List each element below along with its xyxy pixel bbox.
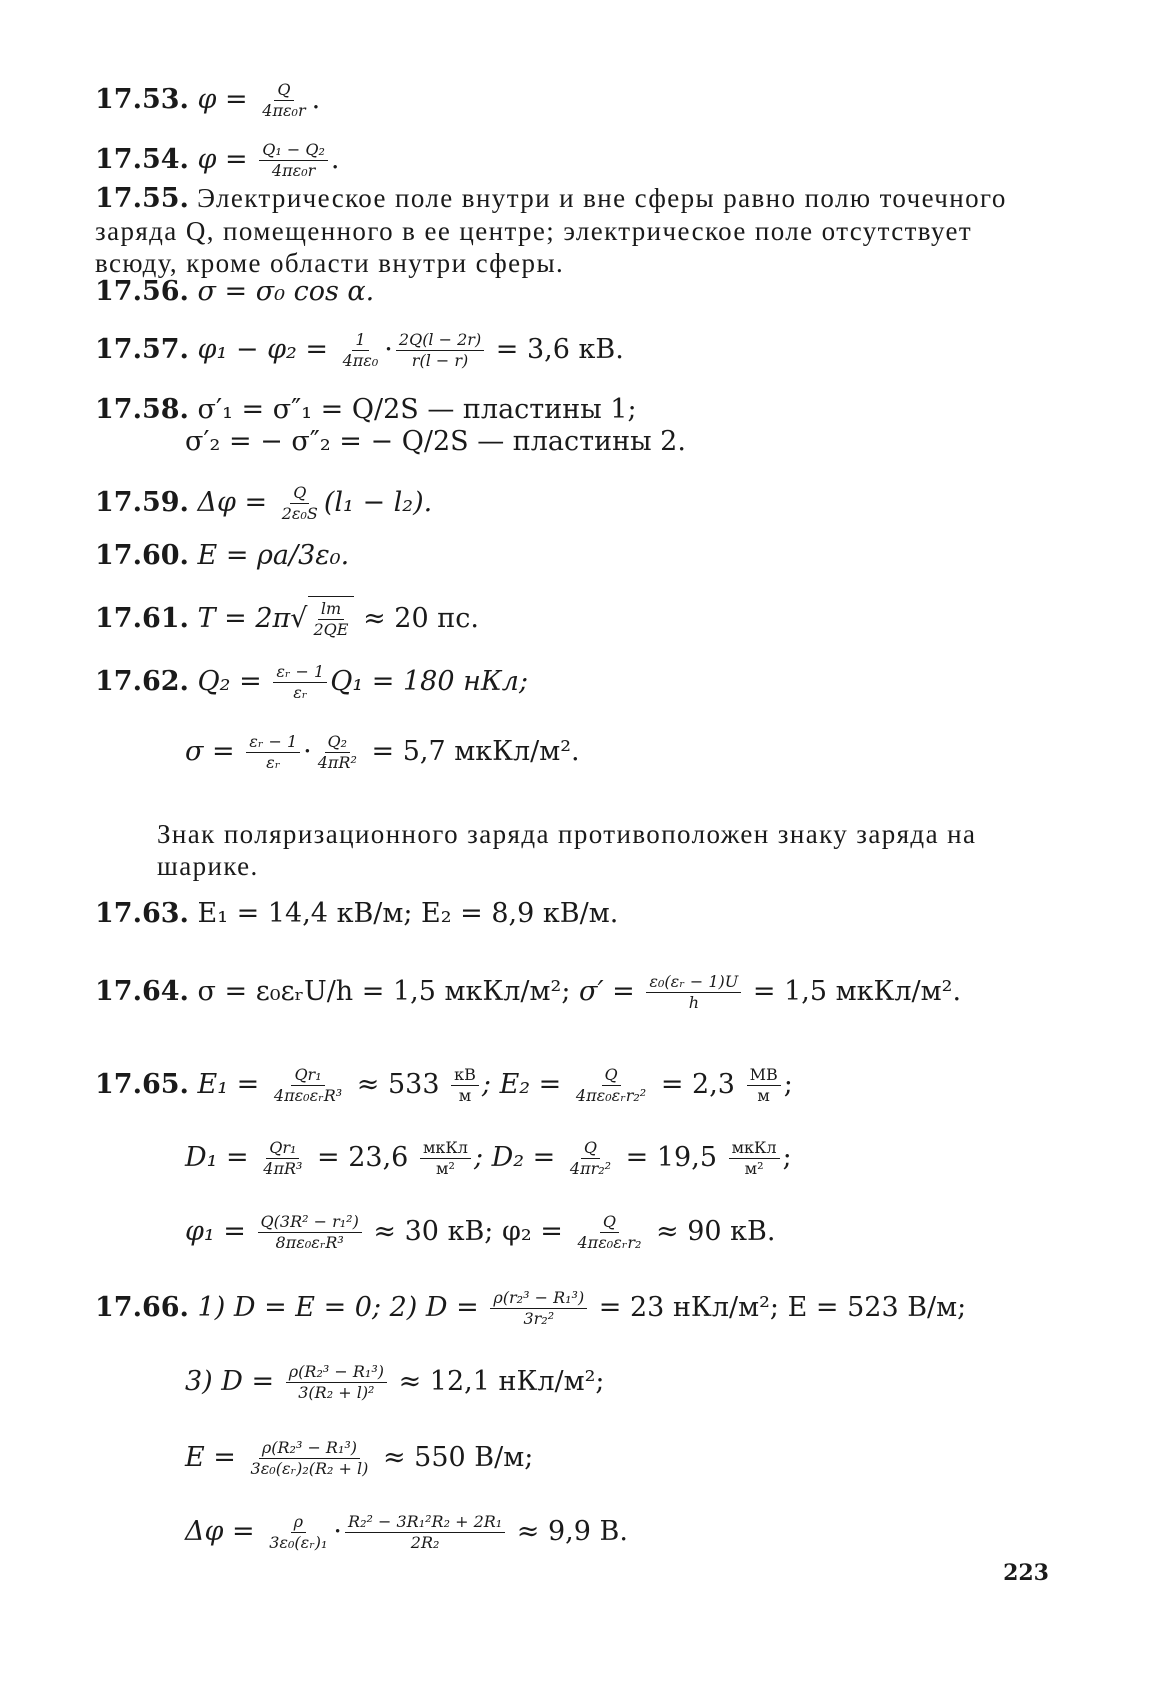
value: ≈ 30 кВ; φ₂ =: [373, 1216, 563, 1247]
answer-17-63: [95, 898, 618, 930]
value: ≈ 533: [356, 1069, 440, 1100]
formula-tail: = 3,6 кВ.: [495, 334, 624, 365]
denominator: 3ε₀(εᵣ)₁: [269, 1533, 328, 1552]
answer-17-65-row1: [95, 1065, 793, 1106]
formula-lhs: σ =: [185, 736, 235, 767]
numerator: 2Q(l − 2r): [396, 330, 484, 351]
fraction: [573, 1065, 649, 1106]
denominator: м²: [744, 1159, 764, 1178]
fraction: [266, 1512, 330, 1553]
formula-lhs: ; D₂ =: [473, 1142, 556, 1173]
numerator: R₂² − 3R₁²R₂ + 2R₁: [345, 1512, 505, 1533]
denominator: 2QE: [313, 620, 349, 639]
note-text: Знак поляризационного заряда противоположен знаку заряда на шарике.: [157, 819, 977, 881]
numerator: ρ: [291, 1512, 306, 1533]
numerator: Q: [581, 1138, 600, 1159]
answer-17-55: [95, 182, 1055, 279]
value: = 2,3: [660, 1069, 735, 1100]
numerator: Q: [290, 483, 309, 504]
numerator: кВ: [451, 1065, 479, 1086]
fraction: [259, 80, 308, 121]
numerator: Qr₁: [291, 1065, 324, 1086]
formula-lhs: ; E₂ =: [481, 1069, 562, 1100]
numerator: 1: [352, 330, 368, 351]
formula-lhs: D₁ =: [185, 1142, 249, 1173]
numerator: мкКл: [420, 1138, 471, 1159]
answer-number: 17.53.: [95, 84, 189, 115]
fraction: [490, 1288, 587, 1329]
fraction: [246, 732, 300, 773]
answer-17-64: [95, 972, 961, 1013]
answer-number: 17.58.: [95, 394, 189, 425]
formula-tail: ;: [782, 1142, 792, 1173]
answer-17-60: [95, 540, 349, 572]
formula-lhs: E =: [185, 1442, 236, 1473]
answer-17-59: [95, 483, 432, 524]
answer-number: 17.55.: [95, 183, 189, 214]
formula-lhs: E₁ =: [197, 1069, 260, 1100]
fraction: [567, 1138, 614, 1179]
answer-17-58: [95, 394, 637, 426]
fraction: [271, 1065, 345, 1106]
answer-17-65-row2: [185, 1138, 792, 1179]
formula-lhs: Q₂ =: [197, 666, 262, 697]
answer-17-54: [95, 140, 340, 181]
fraction: [273, 662, 327, 703]
fraction: [259, 140, 328, 181]
denominator: 4πε₀r: [262, 101, 306, 120]
numerator: εᵣ − 1: [246, 732, 300, 753]
numerator: εᵣ − 1: [273, 662, 327, 683]
denominator: м: [757, 1086, 770, 1105]
formula-tail: ≈ 12,1 нКл/м²;: [398, 1366, 605, 1397]
numerator: МВ: [747, 1065, 781, 1086]
numerator: Q: [274, 80, 293, 101]
answer-number: 17.66.: [95, 1292, 189, 1323]
answer-17-65-row3: [185, 1212, 775, 1253]
formula-lhs: T = 2π: [197, 603, 291, 634]
denominator: εᵣ: [293, 683, 308, 702]
numerator: Q₂: [325, 732, 351, 753]
denominator: 4πε₀εᵣr₂: [577, 1233, 642, 1252]
numerator: Qr₁: [266, 1138, 299, 1159]
formula-tail: = 1,5 мкКл/м².: [752, 976, 962, 1007]
denominator: 4πr₂²: [569, 1159, 612, 1178]
answer-number: 17.56.: [95, 276, 189, 307]
unit-fraction: [747, 1065, 781, 1106]
fraction: [646, 972, 741, 1013]
numerator: ρ(R₂³ − R₁³): [286, 1362, 387, 1383]
formula-tail: ≈ 9,9 В.: [516, 1516, 628, 1547]
answer-17-53: [95, 80, 320, 121]
denominator: 4πε₀: [342, 351, 379, 370]
page-number: 223: [1003, 1560, 1049, 1586]
formula-lhs: 3) D =: [185, 1366, 275, 1397]
denominator: 4πε₀r: [271, 161, 316, 180]
answer-17-62-sigma: σ = $\frac{\text{εᵣ − 1}}{\text{εᵣ}}$ · $\frac{\text{Q₂}}{\text{4πR²}}$ = 5,7 мкКл/м².: [185, 732, 580, 772]
formula-tail: .: [330, 144, 340, 175]
formula-lhs: σ′ =: [579, 976, 635, 1007]
denominator: 4πR²: [317, 753, 357, 772]
formula-lhs: φ =: [197, 84, 248, 115]
fraction: [315, 732, 360, 773]
fraction: [345, 1512, 505, 1553]
fraction: [279, 483, 321, 524]
denominator: 4πε₀εᵣr₂²: [575, 1086, 647, 1105]
sqrt-sign: √: [290, 603, 308, 634]
formula-lhs: φ₁ − φ₂ =: [197, 334, 328, 365]
formula-tail: .: [311, 84, 321, 115]
numerator: ρ(r₂³ − R₁³): [490, 1288, 587, 1309]
denominator: 4πε₀εᵣR³: [273, 1086, 343, 1105]
formula-lhs: Δφ =: [197, 487, 268, 518]
formula-tail: ≈ 550 В/м;: [382, 1442, 534, 1473]
fraction: [396, 330, 484, 371]
denominator: h: [688, 993, 699, 1012]
answer-number: 17.61.: [95, 603, 189, 634]
answer-17-66-row3: [185, 1438, 533, 1479]
fraction: [575, 1212, 645, 1253]
answer-number: 17.64.: [95, 976, 189, 1007]
formula-line-2: σ′₂ = − σ″₂ = − Q/2S — пластины 2.: [185, 426, 686, 457]
answer-17-58-line2: [185, 426, 686, 458]
fraction: [311, 599, 352, 640]
formula-tail: = 5,7 мкКл/м².: [371, 736, 580, 767]
answer-number: 17.59.: [95, 487, 189, 518]
formula: E = ρa/3ε₀.: [197, 540, 350, 571]
denominator: 3ε₀(εᵣ)₂(R₂ + l): [250, 1459, 369, 1478]
fraction: [260, 1138, 305, 1179]
formula-tail: ≈ 90 кВ.: [656, 1216, 776, 1247]
formula-lhs: Δφ =: [185, 1516, 255, 1547]
answer-17-62-note: [157, 818, 1037, 882]
answer-number: 17.57.: [95, 334, 189, 365]
answer-number: 17.65.: [95, 1069, 189, 1100]
denominator: 2R₂: [410, 1533, 440, 1552]
denominator: 4πR³: [263, 1159, 303, 1178]
unit-fraction: [451, 1065, 479, 1106]
denominator: 2ε₀S: [281, 504, 318, 523]
formula-lhs: 1) D = E = 0; 2) D =: [197, 1292, 479, 1323]
formula-line-1: σ′₁ = σ″₁ = Q/2S — пластины 1;: [197, 394, 637, 425]
answer-17-56: [95, 276, 374, 308]
answer-number: 17.62.: [95, 666, 189, 697]
formula: σ = σ₀ cos α.: [197, 276, 375, 307]
fraction: [258, 1212, 362, 1253]
formula-1: σ = ε₀εᵣU/h = 1,5 мкКл/м²;: [197, 976, 571, 1007]
unit-fraction: [420, 1138, 471, 1179]
numerator: Q₁ − Q₂: [259, 140, 328, 161]
denominator: 8πε₀εᵣR³: [275, 1233, 344, 1252]
formula-tail: (l₁ − l₂).: [323, 487, 433, 518]
formula-tail: ;: [783, 1069, 793, 1100]
numerator: ρ(R₂³ − R₁³): [259, 1438, 360, 1459]
formula-lhs: φ₁ =: [185, 1216, 246, 1247]
formula-tail: = 23 нКл/м²; E = 523 В/м;: [598, 1292, 967, 1323]
denominator: r(l − r): [411, 351, 469, 370]
fraction: [248, 1438, 372, 1479]
fraction: [286, 1362, 387, 1403]
numerator: Q(3R² − r₁²): [258, 1212, 362, 1233]
numerator: Q: [602, 1065, 621, 1086]
formula: E₁ = 14,4 кВ/м; E₂ = 8,9 кВ/м.: [197, 898, 619, 929]
value: = 19,5: [625, 1142, 717, 1173]
denominator: 3r₂²: [523, 1309, 555, 1328]
fraction: [340, 330, 382, 371]
numerator: Q: [600, 1212, 619, 1233]
answer-17-66-row2: [185, 1362, 605, 1403]
sqrt-body: [308, 596, 355, 640]
denominator: м: [458, 1086, 472, 1105]
numerator: lm: [318, 599, 344, 620]
numerator: ε₀(εᵣ − 1)U: [646, 972, 741, 993]
unit-fraction: [729, 1138, 780, 1179]
formula-lhs: φ =: [197, 144, 248, 175]
denominator: м²: [436, 1159, 455, 1178]
numerator: мкКл: [729, 1138, 780, 1159]
answer-17-57: 17.57. φ₁ − φ₂ = $\frac{1}{\text{4πε₀}}$ · $\frac{2Q(l - 2r)}{r(l - r)}$ = 3,6 кВ.: [95, 330, 624, 370]
answer-17-66-row1: [95, 1288, 966, 1329]
answer-number: 17.54.: [95, 144, 189, 175]
formula-tail: ≈ 20 пс.: [363, 603, 479, 634]
value: = 23,6: [317, 1142, 409, 1173]
answer-number: 17.63.: [95, 898, 189, 929]
answer-17-62: [95, 662, 528, 703]
answer-17-61: [95, 596, 479, 640]
answer-17-66-row4: Δφ = $\frac{\rho}{\text{3ε₀(εᵣ)₁}}$ · $\frac{\text{R₂² − 3R₁²R₂ + 2R₁}}{\text{2R₂}}$ ≈ 9,9 В.: [185, 1512, 628, 1552]
answer-number: 17.60.: [95, 540, 189, 571]
denominator: εᵣ: [266, 753, 281, 772]
formula-tail: Q₁ = 180 нКл;: [330, 666, 529, 697]
answer-text: Электрическое поле внутри и вне сферы равно полю точечного заряда Q, помещенного в ее центре; электрическое поле отсутствует всюду, кроме области внутри сферы.: [95, 183, 1007, 278]
denominator: 3(R₂ + l)²: [298, 1383, 375, 1402]
